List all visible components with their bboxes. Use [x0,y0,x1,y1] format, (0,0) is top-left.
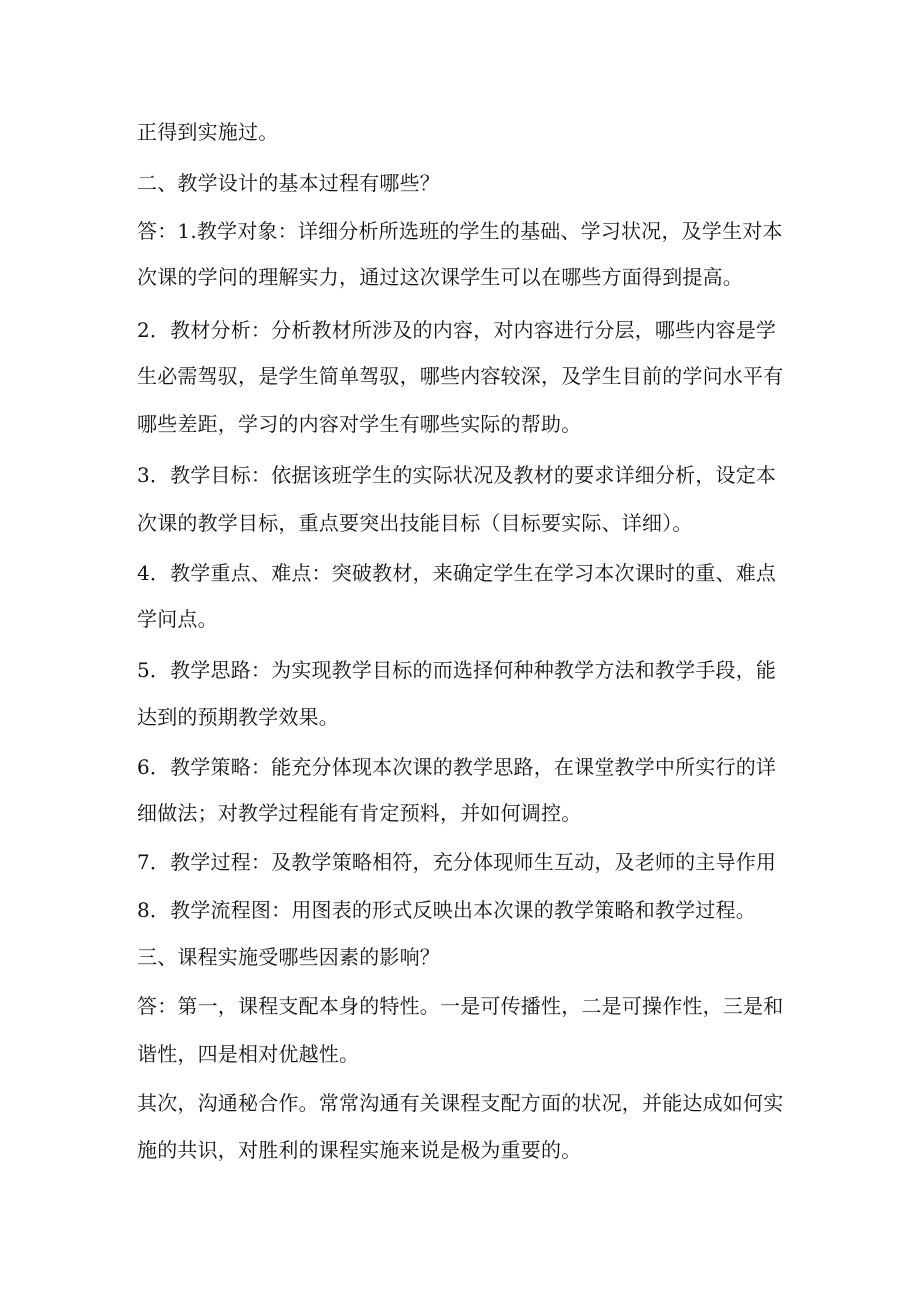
text-line-20: 谐性，四是相对优越性。 [137,1042,360,1066]
text-line-16: 7．教学过程：及教学策略相符，充分体现师生互动，及老师的主导作用 [137,850,777,874]
text-line-4: 次课的学问的理解实力，通过这次课学生可以在哪些方面得到提高。 [137,265,743,289]
section-heading-3: 三、课程实施受哪些因素的影响？ [137,945,440,969]
text-line-15: 细做法；对教学过程能有肯定预料，并如何调控。 [137,801,582,825]
text-line-12: 5．教学思路：为实现教学目标的而选择何种种教学方法和教学手段，能 [137,658,777,682]
text-line-8: 3．教学目标：依据该班学生的实际状况及教材的要求详细分析，设定本 [137,463,777,487]
text-line-14: 6．教学策略：能充分体现本次课的教学思路，在课堂教学中所实行的详 [137,755,777,779]
text-line-19: 答：第一，课程支配本身的特性。一是可传播性，二是可操作性，三是和 [137,994,784,1018]
section-heading-2: 二、教学设计的基本过程有哪些？ [137,171,440,195]
text-line-10: 4．教学重点、难点：突破教材，来确定学生在学习本次课时的重、难点 [137,561,777,585]
text-line-9: 次课的教学目标，重点要突出技能目标（目标要实际、详细）。 [137,511,693,535]
text-line-6: 生必需驾驭，是学生简单驾驭，哪些内容较深，及学生目前的学问水平有 [137,364,784,388]
text-line-11: 学问点。 [137,607,218,631]
text-line-13: 达到的预期教学效果。 [137,705,339,729]
text-line-7: 哪些差距，学习的内容对学生有哪些实际的帮助。 [137,412,582,436]
text-line-1: 正得到实施过。 [137,120,279,144]
text-line-17: 8．教学流程图：用图表的形式反映出本次课的教学策略和教学过程。 [137,898,756,922]
text-line-21: 其次，沟通秘合作。常常沟通有关课程支配方面的状况，并能达成如何实 [137,1091,784,1115]
text-line-3: 答：1.教学对象：详细分析所选班的学生的基础、学习状况，及学生对本 [137,219,783,243]
text-line-5: 2．教材分析：分析教材所涉及的内容，对内容进行分层，哪些内容是学 [137,318,777,342]
text-line-22: 施的共识，对胜利的课程实施来说是极为重要的。 [137,1138,582,1162]
